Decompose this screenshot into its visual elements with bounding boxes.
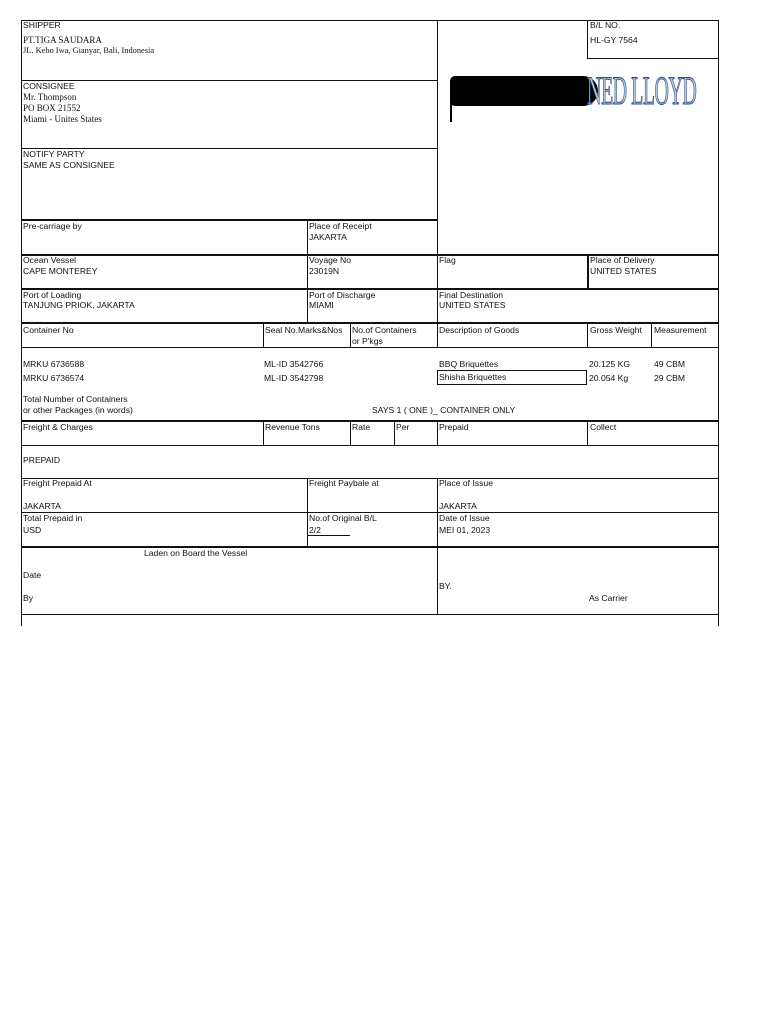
receipt-value: JAKARTA (309, 232, 347, 242)
redaction-mark (450, 76, 598, 106)
shipper-label: SHIPPER (23, 20, 61, 30)
gross-weight: 20.054 Kg (589, 373, 629, 383)
laden-title: Laden on Board the Vessel (144, 548, 248, 558)
total-label-2: or other Packages (in words) (23, 405, 133, 415)
delivery-label: Place of Delivery (590, 255, 655, 265)
description-header: Description of Goods (439, 325, 520, 335)
consignee-po-box: PO BOX 21552 (23, 103, 81, 113)
voyage-value: 23019N (309, 266, 340, 276)
seal-number: ML-ID 3542766 (264, 359, 324, 369)
shipper-name: PT.TIGA SAUDARA (23, 35, 102, 45)
prepaid-header: Prepaid (439, 422, 469, 432)
issue-place-label: Place of Issue (439, 478, 493, 488)
issue-date-label: Date of Issue (439, 513, 490, 523)
bl-number: HL-GY 7564 (590, 35, 638, 45)
vessel-label: Ocean Vessel (23, 255, 77, 265)
measurement: 29 CBM (654, 373, 686, 383)
gross-weight: 20.125 KG (589, 359, 631, 369)
discharge-label: Port of Discharge (309, 290, 376, 300)
seal-number: ML-ID 3542798 (264, 373, 324, 383)
voyage-label: Voyage No (309, 255, 352, 265)
gross-weight-header: Gross Weight (590, 325, 642, 335)
delivery-value: UNITED STATES (590, 266, 657, 276)
measurement-header: Measurement (654, 325, 707, 335)
collect-header: Collect (590, 422, 617, 432)
total-in-words: SAYS 1 ( ONE )_ CONTAINER ONLY (372, 405, 516, 415)
charges-value: PREPAID (23, 455, 61, 465)
issue-place-value: JAKARTA (439, 501, 477, 511)
goods-description: Shisha Briquettes (439, 372, 507, 382)
container-number: MRKU 6736574 (23, 373, 85, 383)
container-count-header-2: or P'kgs (352, 336, 383, 346)
per-header: Per (396, 422, 410, 432)
total-prepaid-value: USD (23, 525, 42, 535)
originals-label: No.of Original B/L (309, 513, 377, 523)
shipper-address: JL. Kebo Iwa, Gianyar, Bali, Indonesia (23, 46, 155, 55)
carrier-logo: NED LLOYD (587, 68, 697, 113)
prepaid-at-label: Freight Prepaid At (23, 478, 92, 488)
goods-description: BBQ Briquettes (439, 359, 499, 369)
container-count-header: No.of Containers (352, 325, 417, 335)
laden-by-label: By (23, 593, 34, 603)
consignee-label: CONSIGNEE (23, 81, 75, 91)
loading-label: Port of Loading (23, 290, 82, 300)
flag-label: Flag (439, 255, 456, 265)
container-no-header: Container No (23, 325, 74, 335)
loading-value: TANJUNG PRIOK, JAKARTA (23, 300, 135, 310)
container-number: MRKU 6736588 (23, 359, 85, 369)
freight-charges-header: Freight & Charges (23, 422, 93, 432)
notify-value: SAME AS CONSIGNEE (23, 160, 115, 170)
destination-label: Final Destination (439, 290, 504, 300)
laden-date-label: Date (23, 570, 42, 580)
consignee-city: Miami - Unites States (23, 114, 102, 124)
destination-value: UNITED STATES (439, 300, 506, 310)
originals-value: 2/2 (309, 525, 321, 535)
payable-at-label: Freight Paybale at (309, 478, 379, 488)
discharge-value: MIAMI (309, 300, 334, 310)
as-carrier-label: As Carrier (589, 593, 628, 603)
total-label-1: Total Number of Containers (23, 394, 128, 404)
signature-by-label: BY. (439, 581, 452, 591)
bl-label: B/L NO. (590, 20, 621, 30)
seal-header: Seal No.Marks&Nos (265, 325, 343, 335)
issue-date-value: MEI 01, 2023 (439, 525, 491, 535)
consignee-name: Mr. Thompson (23, 92, 77, 102)
vessel-value: CAPE MONTEREY (23, 266, 98, 276)
notify-label: NOTIFY PARTY (23, 149, 85, 159)
revenue-tons-header: Revenue Tons (265, 422, 320, 432)
rate-header: Rate (352, 422, 371, 432)
redaction-tail (450, 100, 452, 122)
prepaid-at-value: JAKARTA (23, 501, 61, 511)
total-prepaid-label: Total Prepaid in (23, 513, 83, 523)
pre-carriage-label: Pre-carriage by (23, 221, 82, 231)
measurement: 49 CBM (654, 359, 686, 369)
receipt-label: Place of Receipt (309, 221, 372, 231)
